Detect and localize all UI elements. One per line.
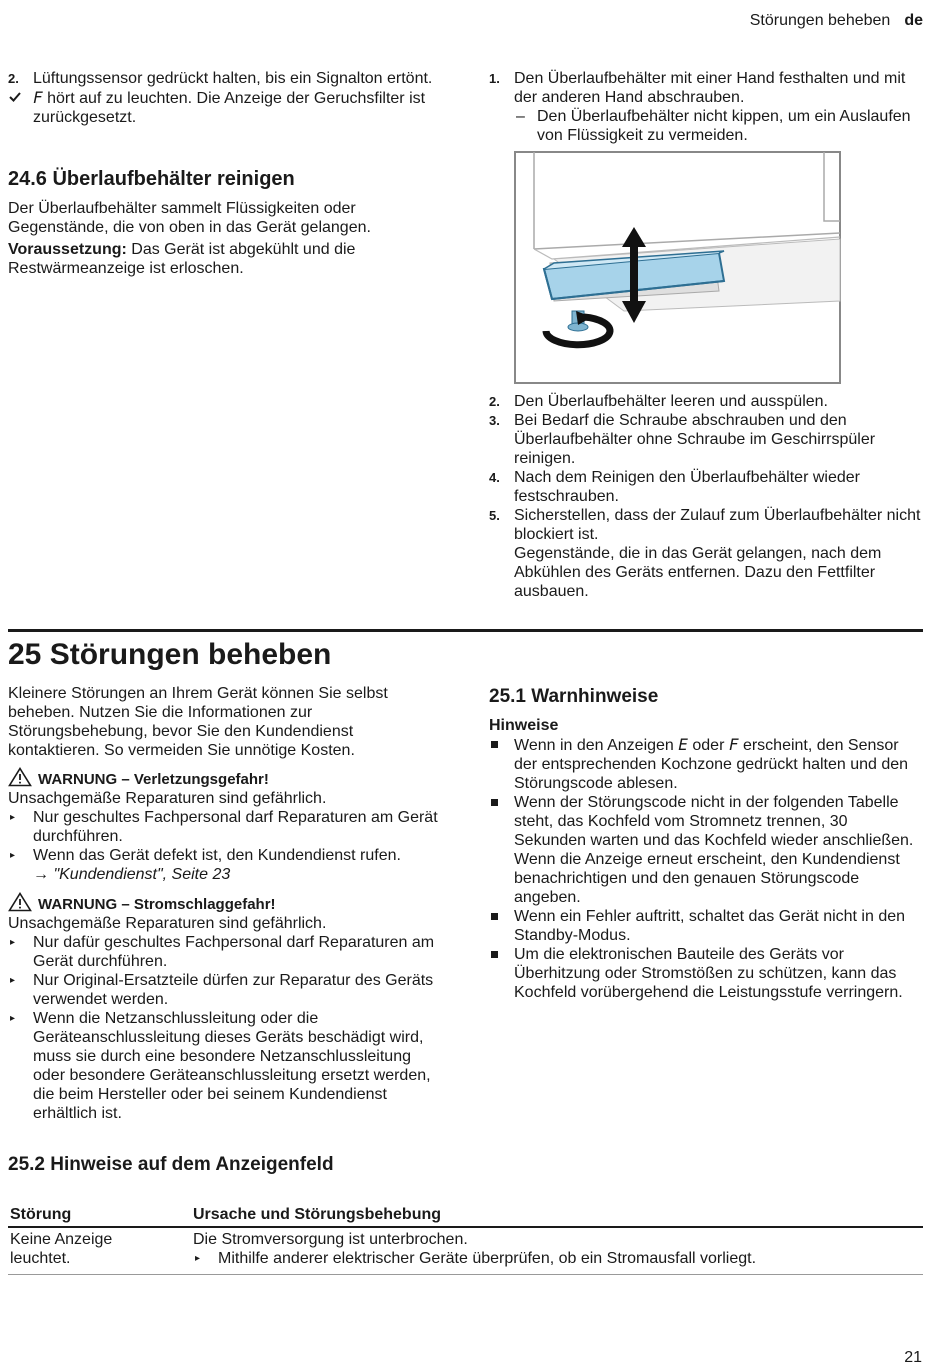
note-item [489,793,921,907]
warning-text: Unsachgemäße Reparaturen sind gefährlich. [8,790,327,807]
heading-25-1: 25.1 Warnhinweise [489,686,659,707]
step-2 [8,69,448,88]
step-3 [489,411,921,468]
step-number: 1. [489,71,500,86]
paragraph: Der Überlaufbehälter sammelt Flüssigkeiten oder Gegenstände, die von oben in das Gerät gelangen. [8,200,371,236]
warning-title [8,892,440,914]
prerequisite-text: Das Gerät ist abgekühlt und die Restwärmeanzeige ist erloschen. [8,241,356,277]
step-number: 2. [8,71,19,86]
cross-reference-link[interactable]: → "Kundendienst", Seite 23 [33,866,231,883]
step-text: Lüftungssensor gedrückt halten, bis ein Signalton ertönt. [33,70,433,87]
section-divider [8,629,923,632]
page-number: 21 [904,1349,922,1366]
triangle-bullet-icon: ▸ [10,812,16,823]
step-5 [489,506,921,601]
note-item [489,907,921,945]
note-text: erscheint, den Sensor der entsprechenden Kochzone gedrückt halten und den Störungscode ablesen. [514,737,909,792]
warning-title-text: WARNUNG – Stromschlaggefahr! [38,896,276,913]
note-text: Wenn in den Anzeigen [514,737,674,754]
substep-text: Den Überlaufbehälter nicht kippen, um ein Auslaufen von Flüssigkeit zu vermeiden. [537,108,911,144]
warning-triangle-icon [8,892,32,912]
table-header-cause: Ursache und Störungsbehebung [193,1206,442,1223]
cause-text: Die Stromversorgung ist unterbrochen. [193,1231,468,1248]
action-text: Mithilfe anderer elektrischer Geräte überprüfen, ob ein Stromausfall vorliegt. [218,1250,757,1267]
warning-text: Unsachgemäße Reparaturen sind gefährlich. [8,915,327,932]
warning-item-text: Nur Original-Ersatzteile dürfen zur Reparatur des Geräts verwendet werden. [33,972,434,1008]
action-item [193,1249,913,1268]
warning-item-text: Nur dafür geschultes Fachpersonal darf Reparaturen am Gerät durchführen. [33,934,435,970]
triangle-bullet-icon: ▸ [10,1013,16,1024]
header-section: Störungen beheben [749,12,891,29]
intro-paragraph: Kleinere Störungen an Ihrem Gerät können Sie selbst beheben. Nutzen Sie die Informationen zur Störungsbehebung, bevor Sie den Kundendienst kontaktieren. So vermeiden Sie unnötige Kosten. [8,685,388,759]
section-25-1-body [489,716,921,1002]
display-symbol-f: F [33,88,43,107]
left-top-column [8,69,448,127]
square-bullet-icon [491,741,498,748]
note-text: Wenn ein Fehler auftritt, schaltet das Gerät nicht in den Standby-Modus. [514,908,906,944]
warning-injury [8,767,440,884]
step-number: 4. [489,470,500,485]
step-text: Den Überlaufbehälter mit einer Hand festhalten und mit der anderen Hand abschrauben. [514,70,906,106]
warning-item [8,1009,440,1123]
warning-item-text: Wenn die Netzanschlussleitung oder die Geräteanschlussleitung dieses Geräts beschädigt wird, muss sie durch eine besondere Netzanschlussleitung oder besondere Geräteanschlussleitung ersetzt werden, die beim Hersteller oder bei seinem Kundendienst erhältlich ist. [33,1010,431,1122]
square-bullet-icon [491,951,498,958]
right-top-column [489,69,921,145]
heading-24-6: 24.6 Überlaufbehälter reinigen [8,168,295,190]
step-2 [489,392,921,411]
table-cell-cause [193,1230,913,1268]
display-symbol-f: F [728,735,739,754]
dash: – [516,108,525,125]
section-24-6-body [8,199,438,278]
result-text: hört auf zu leuchten. Die Anzeige der Geruchsfilter ist zurückgesetzt. [33,90,426,126]
table-header-rule [8,1226,923,1228]
table-cell-fault: Keine Anzeige leuchtet. [10,1231,113,1267]
section-25-body [8,684,440,1123]
checkmark-icon [9,92,21,102]
warning-triangle-icon [8,767,32,787]
steps-2-5 [489,392,921,601]
step-1 [489,69,921,107]
step-number: 3. [489,413,500,428]
overflow-container-illustration [514,151,841,384]
square-bullet-icon [491,913,498,920]
note-text: Um die elektronischen Bauteile des Geräts vor Überhitzung oder Stromstößen zu schützen, kann das Kochfeld vorübergehend die Leistungsstufe verringern. [514,946,903,1001]
step-1-substep [489,107,921,145]
prerequisite-label: Voraussetzung: [8,241,127,258]
triangle-bullet-icon: ▸ [10,937,16,948]
note-text: Wenn der Störungscode nicht in der folgenden Tabelle steht, das Kochfeld vom Stromnetz trennen, 30 Sekunden warten und das Kochfeld wieder anschließen. Wenn die Anzeige erneut erscheint, den Kundendienst benachrichtigen und den genauen Störungscode angeben. [514,794,914,906]
warning-item [8,808,440,846]
step-text: Bei Bedarf die Schraube abschrauben und den Überlaufbehälter ohne Schraube im Geschirrspüler reinigen. [514,412,876,467]
warning-title [8,767,440,789]
step-text: Sicherstellen, dass der Zulauf zum Überlaufbehälter nicht blockiert ist. [514,507,921,543]
triangle-bullet-icon: ▸ [10,975,16,986]
note-item [489,945,921,1002]
warning-item [8,846,440,884]
triangle-bullet-icon: ▸ [10,850,16,861]
display-symbol-e: E [678,735,688,754]
note-text: oder [692,737,725,754]
triangle-bullet-icon: ▸ [195,1253,201,1264]
header-lang: de [904,12,923,29]
warning-item-text: Wenn das Gerät defekt ist, den Kundendienst rufen. [33,847,401,864]
step-number: 2. [489,394,500,409]
step-number: 5. [489,508,500,523]
table-row-rule [8,1274,923,1275]
running-header [750,11,923,30]
warning-item [8,971,440,1009]
step-4 [489,468,921,506]
warning-shock [8,892,440,1123]
heading-25: 25 Störungen beheben [8,638,332,671]
heading-25-2: 25.2 Hinweise auf dem Anzeigenfeld [8,1154,334,1175]
warning-item [8,933,440,971]
warning-title-text: WARNUNG – Verletzungsgefahr! [38,771,269,788]
prerequisite [8,240,438,278]
step-5-extra: Gegenstände, die in das Gerät gelangen, nach dem Abkühlen des Geräts entfernen. Dazu den Fettfilter ausbauen. [514,545,882,600]
notes-subtitle: Hinweise [489,717,559,734]
note-item [489,735,921,793]
square-bullet-icon [491,799,498,806]
result-line [8,88,448,127]
warning-item-text: Nur geschultes Fachpersonal darf Reparaturen am Gerät durchführen. [33,809,438,845]
table-header-fault: Störung [10,1206,72,1223]
step-text: Den Überlaufbehälter leeren und ausspülen. [514,393,828,410]
step-text: Nach dem Reinigen den Überlaufbehälter wieder festschrauben. [514,469,860,505]
